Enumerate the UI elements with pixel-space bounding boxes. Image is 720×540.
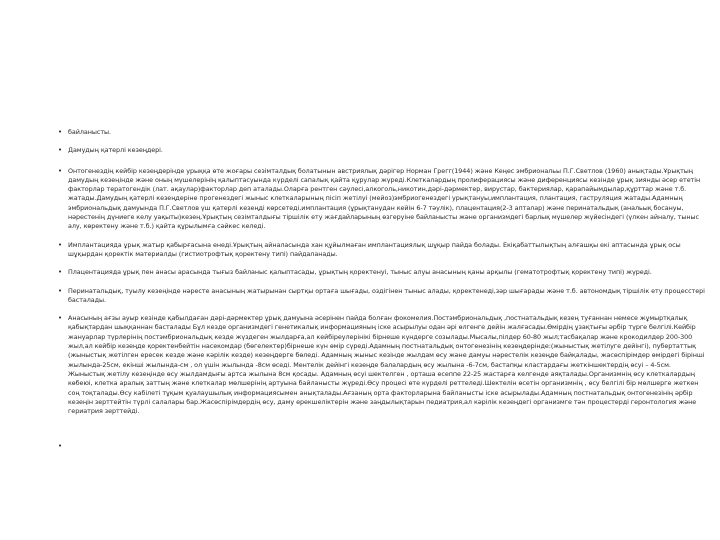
bullet-marker: • bbox=[58, 128, 63, 136]
bullet-marker: • bbox=[58, 240, 63, 249]
bullet-marker: • bbox=[58, 166, 63, 175]
bullet-marker: • bbox=[58, 146, 63, 155]
bullet-item bbox=[58, 128, 706, 137]
bullet-item bbox=[58, 268, 706, 277]
bullet-list bbox=[58, 128, 706, 451]
bullet-item bbox=[58, 146, 706, 155]
bullet-text: Перинатальдық, туылу кезеңінде нәресте анасының жатырынан сыртқы ортаға шығады, оздігінен тыныс алады, қоректенеді,зәр шығарады және т.б. автономдық тіршілік ету процесстері басталады. bbox=[68, 286, 705, 304]
bullet-item bbox=[58, 287, 706, 306]
bullet-marker: • bbox=[58, 268, 63, 277]
bullet-text: Анасының ағзы ауыр кезінде қабылдаған дәрі-дәрмектер ұрық дамуына әсерінен пайда болған фокомелия.Постэмбриональдық ,постнатальдық кезең туғаннан немесе жұмыртқалық қабықтардан шыққаннан басталады Бұл кезде организмдегі генетикалық информацияның іске асырылуы одан әрі өлгенге дейін жалғасады.Өмірдің ұзақтығы әрбір түрге белгілі.Кейбір жануарлар түрлерінің постэмбриональдық кезде жүздеген жылдарға,ал кейбіреулерінікі бірнеше күндерге созылады.Мысалы,пілдер 60-80 жыл;тасбақалар және крокодилдер 200-300 жыл,ал кейбір кезеңде қоректенбейтін насекомдар (бөгелектер)бірнеше күн өмір сүреді.Адамның постнатальдық онтогенезінің кезеңдерінде:(жыныстық жетілуге дейінгі), пубертаттық (жыныстық жетілген ересек кезде және кәрілік кезде) кезеңдерге бөледі. Адамның жыныс кезінде жылдам өсу және дамуы нәрестелік кезеңде байқалады, жасөспірімдер өмірдегі бірінші жылында-25см, екінші жылында-см , ол үшін жылында -8см өседі. Ментелік дейінгі кезеңде балалардың өсу жылына -6-7см, бастапқы кластардағы жеткіншектердің өсуі – 4-5см. Жыныстық жетілу кезеңінде өсу жылдамдығы артса жылына 8см қосады. Адамның өсуі шектелген , орташа есеппе 22-25 жастарға келгенде аяқталады.Организмнің өсу клеткалардың көбеюі, клетка аралық заттың және клеткалар мөлшерінің артуына байланысты жүреді.Өсу процесі өте күрделі реттеледі.Шектелін өсетін организмнің , өсу белгілі бір мөлшерге жеткен соң тоқталады.Өсу кабілеті тұқым қуалаушылық информациясымен анықталады.Ағзаның орта факторларына байланысты іске асырылады.Адамның постнатальдық онтогенезінің әрбір кезеңін зерттейтін түрлі салалары бар.Жасөспірімдердің өсу, даму ерекшеліктерін және заңдылықтарын педиатрия,ал кәрілік кезеңдегі организмге тән процестерді геронтология және гериатрия зерттейді. bbox=[68, 314, 705, 416]
bullet-item bbox=[58, 167, 706, 232]
bullet-text: байланысты. bbox=[68, 128, 111, 136]
bullet-marker: • bbox=[58, 314, 63, 323]
bullet-marker: • bbox=[58, 442, 63, 451]
bullet-marker: • bbox=[58, 286, 63, 295]
bullet-item bbox=[58, 314, 706, 416]
bullet-text: Онтогенездің кейбір кезеңдерінде урыққа өте жоғары сезімталдық болатынын австриялық дәрігер Норман Грегг(1944) және Кеңес эмбриональы П.Г.Светлов (1960) анықтады.Ұрықтың дамудың кезеңінде және оның мүшелерінің қалыптасуында күрделі сапалық қайта құрулар жүреді.Клеткалардың пролиферациясы және диференциясы кезінде ұрық зиянды әсер ететін факторлар тератогендік (лат. ақаулар)факторлар деп аталады.Оларға рентген сәулесі,алкоголь,никотин,дәрі-дәрмектер, вирустар, бактериялар, қарапайымдылар,құрттар және т.б. жатады.Дамудың қатерлі кезеңдеріне прогенездегі жыныс клеткаларының пісіп жетілуі (мейоз)эмбриогенездегі урықтануы,имплантация, плантация, гаструляция жатады.Адамның эмбриональдық дамуында П.Г.Светлов үш қатерлі кезеңді көрсетеді,имплантация (ұрықтанудан кейін 6-7 тәулік), плацентация(2-3 апталар) және перинатальдық (анальық босануы, нәрестенің дүниеге келу уақыты)кезең.Ұрықтың сезімталдығы тіршілік ету жағдайларының өзгеруіне байланысты және организмдегі барлық мүшелер жүйесіндегі (үлкен айналу, тыныс алу, көректену және т.б.) қайта құрылымға сәйкес келеді. bbox=[68, 166, 701, 231]
bullet-text: Имплантацияда ұрық жатыр қабырғасына енеді.Ұрықтың айналасында хан құйылмаған имплантациялық шұқыр пайда болады. Екіқабаттылықтың алғашқы екі аптасында ұрық осы шұқырдан қоректік материалды (гистиотрофтық қоректену типі) пайдаланады. bbox=[68, 240, 681, 258]
bullet-item bbox=[58, 241, 706, 260]
bullet-text: Дамудың қатерлі кезеңдері. bbox=[68, 146, 163, 155]
bullet-text: Плацентацияда ұрық пен анасы арасында тығыз байланыс қалыптасады, ұрықтың қоректенуі, тыныс алуы анасының қаны арқылы (гематотрофтық қоректену типі) жүреді. bbox=[68, 268, 652, 277]
